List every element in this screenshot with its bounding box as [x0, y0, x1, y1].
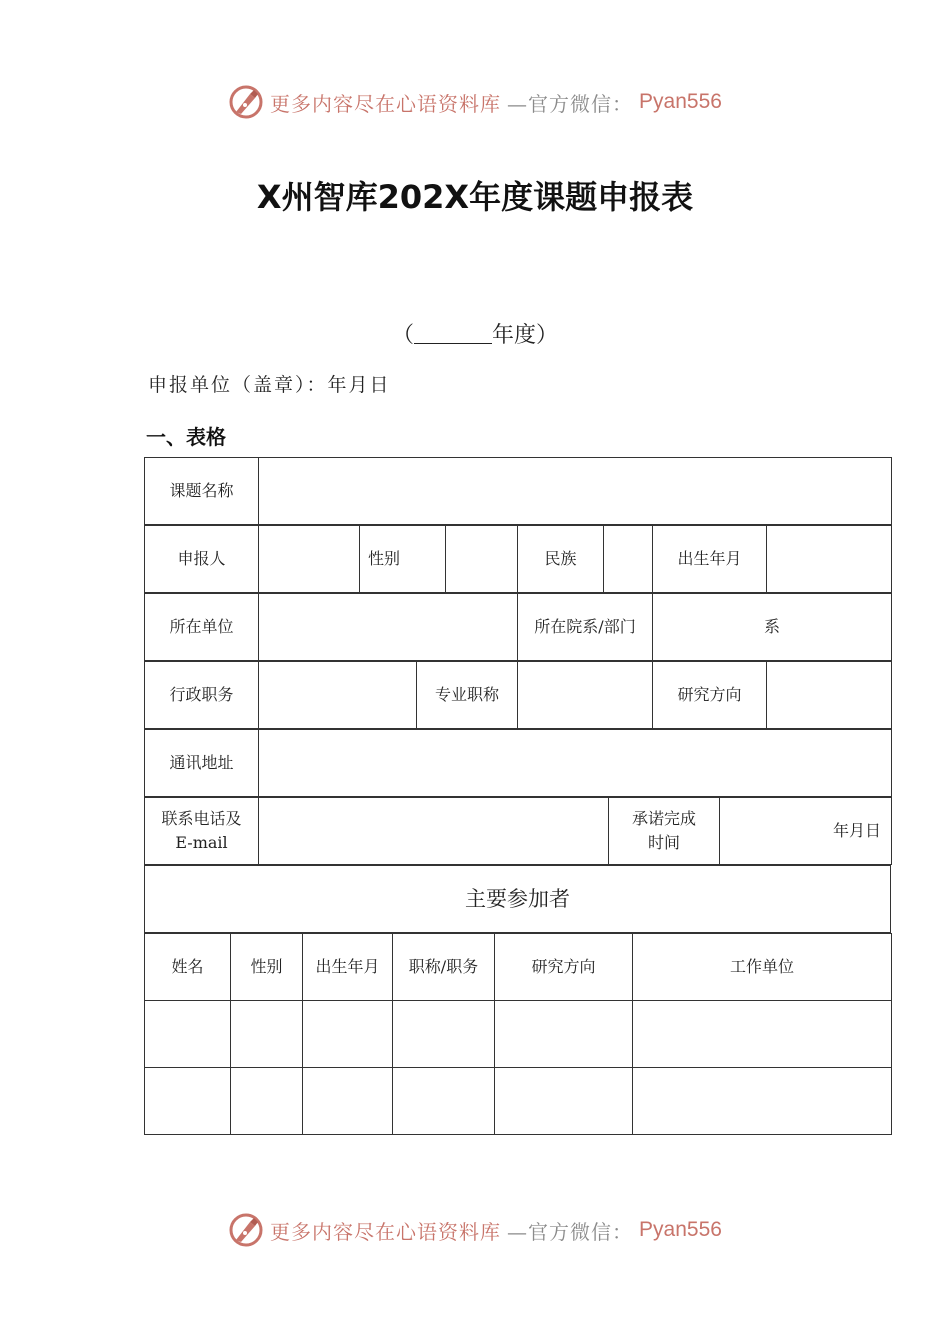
participant-research-cell[interactable] — [495, 1068, 633, 1135]
research-dir-field[interactable] — [767, 662, 892, 729]
ethnicity-field[interactable] — [604, 526, 653, 593]
year-line — [0, 318, 950, 349]
pen-nib-logo-icon — [228, 1212, 264, 1248]
gender-label: 性别 — [360, 526, 446, 593]
participants-header-row — [145, 934, 892, 1001]
year-blank-field[interactable] — [414, 321, 492, 344]
affiliation-row-table — [144, 593, 892, 661]
applicant-row-table — [144, 525, 892, 593]
banner-wechat-id: Pyan556 — [639, 1218, 722, 1241]
deadline-label-line1: 承诺完成 — [631, 809, 696, 828]
application-form-table — [144, 457, 892, 525]
col-birth-header: 出生年月 — [303, 934, 393, 1001]
title-row-table — [144, 661, 892, 729]
col-research-header: 研究方向 — [495, 934, 633, 1001]
admin-post-label: 行政职务 — [145, 662, 259, 729]
department-field[interactable]: 系 — [653, 594, 892, 661]
header-banner — [0, 84, 950, 120]
prof-title-label: 专业职称 — [417, 662, 518, 729]
section-heading: 一、表格 — [146, 425, 226, 449]
participant-gender-cell[interactable] — [231, 1001, 303, 1068]
affiliation-label: 所在单位 — [145, 594, 259, 661]
gender-field[interactable] — [446, 526, 518, 593]
contact-row-table — [144, 797, 892, 865]
participant-gender-cell[interactable] — [231, 1068, 303, 1135]
participant-title-cell[interactable] — [393, 1001, 495, 1068]
year-suffix: 年度） — [492, 323, 559, 348]
participant-research-cell[interactable] — [495, 1001, 633, 1068]
contact-label-line1: 联系电话及 — [161, 809, 242, 828]
participants-heading: 主要参加者 — [145, 866, 891, 933]
page-title: X州智库202X年度课题申报表 — [256, 178, 694, 216]
topic-name-label: 课题名称 — [145, 458, 259, 525]
footer-banner — [0, 1212, 950, 1248]
deadline-field[interactable]: 年月日 — [720, 798, 892, 865]
table-row — [145, 662, 892, 729]
participant-birth-cell[interactable] — [303, 1001, 393, 1068]
ethnicity-label: 民族 — [518, 526, 604, 593]
contact-label — [145, 798, 259, 865]
banner-text: 更多内容尽在心语资料库 — [270, 91, 502, 116]
participant-workplace-cell[interactable] — [633, 1068, 892, 1135]
table-row — [145, 1068, 892, 1135]
deadline-label-line2: 时间 — [647, 833, 680, 852]
banner-wechat-id: Pyan556 — [639, 90, 722, 113]
applicant-label: 申报人 — [145, 526, 259, 593]
participant-workplace-cell[interactable] — [633, 1001, 892, 1068]
table-row — [145, 594, 892, 661]
topic-name-field[interactable] — [259, 458, 892, 525]
research-dir-label: 研究方向 — [653, 662, 767, 729]
table-row — [145, 866, 891, 933]
address-row-table — [144, 729, 892, 797]
department-label: 所在院系/部门 — [518, 594, 653, 661]
table-row — [145, 730, 892, 797]
participants-heading-table — [144, 865, 891, 933]
participants-table — [144, 933, 892, 1135]
contact-label-line2: E-mail — [175, 833, 228, 852]
col-gender-header: 性别 — [231, 934, 303, 1001]
admin-post-field[interactable] — [259, 662, 417, 729]
banner-separator: —官方微信： — [507, 91, 634, 116]
applicant-field[interactable] — [259, 526, 360, 593]
year-open-paren: （ — [391, 323, 414, 348]
banner-separator: —官方微信： — [507, 1219, 634, 1244]
affiliation-field[interactable] — [259, 594, 518, 661]
address-field[interactable] — [259, 730, 892, 797]
pen-nib-logo-icon — [228, 84, 264, 120]
applicant-unit-line: 申报单位（盖章）：年月日 — [148, 374, 391, 396]
deadline-label — [609, 798, 720, 865]
address-label: 通讯地址 — [145, 730, 259, 797]
prof-title-field[interactable] — [518, 662, 653, 729]
table-row — [145, 798, 892, 865]
table-row — [145, 526, 892, 593]
col-title-header: 职称/职务 — [393, 934, 495, 1001]
participant-name-cell[interactable] — [145, 1068, 231, 1135]
table-row — [145, 458, 892, 525]
participant-birth-cell[interactable] — [303, 1068, 393, 1135]
col-name-header: 姓名 — [145, 934, 231, 1001]
table-row — [145, 1001, 892, 1068]
contact-field[interactable] — [259, 798, 609, 865]
birth-label: 出生年月 — [653, 526, 767, 593]
participant-title-cell[interactable] — [393, 1068, 495, 1135]
col-workplace-header: 工作单位 — [633, 934, 892, 1001]
participant-name-cell[interactable] — [145, 1001, 231, 1068]
banner-text: 更多内容尽在心语资料库 — [270, 1219, 502, 1244]
birth-field[interactable] — [767, 526, 892, 593]
